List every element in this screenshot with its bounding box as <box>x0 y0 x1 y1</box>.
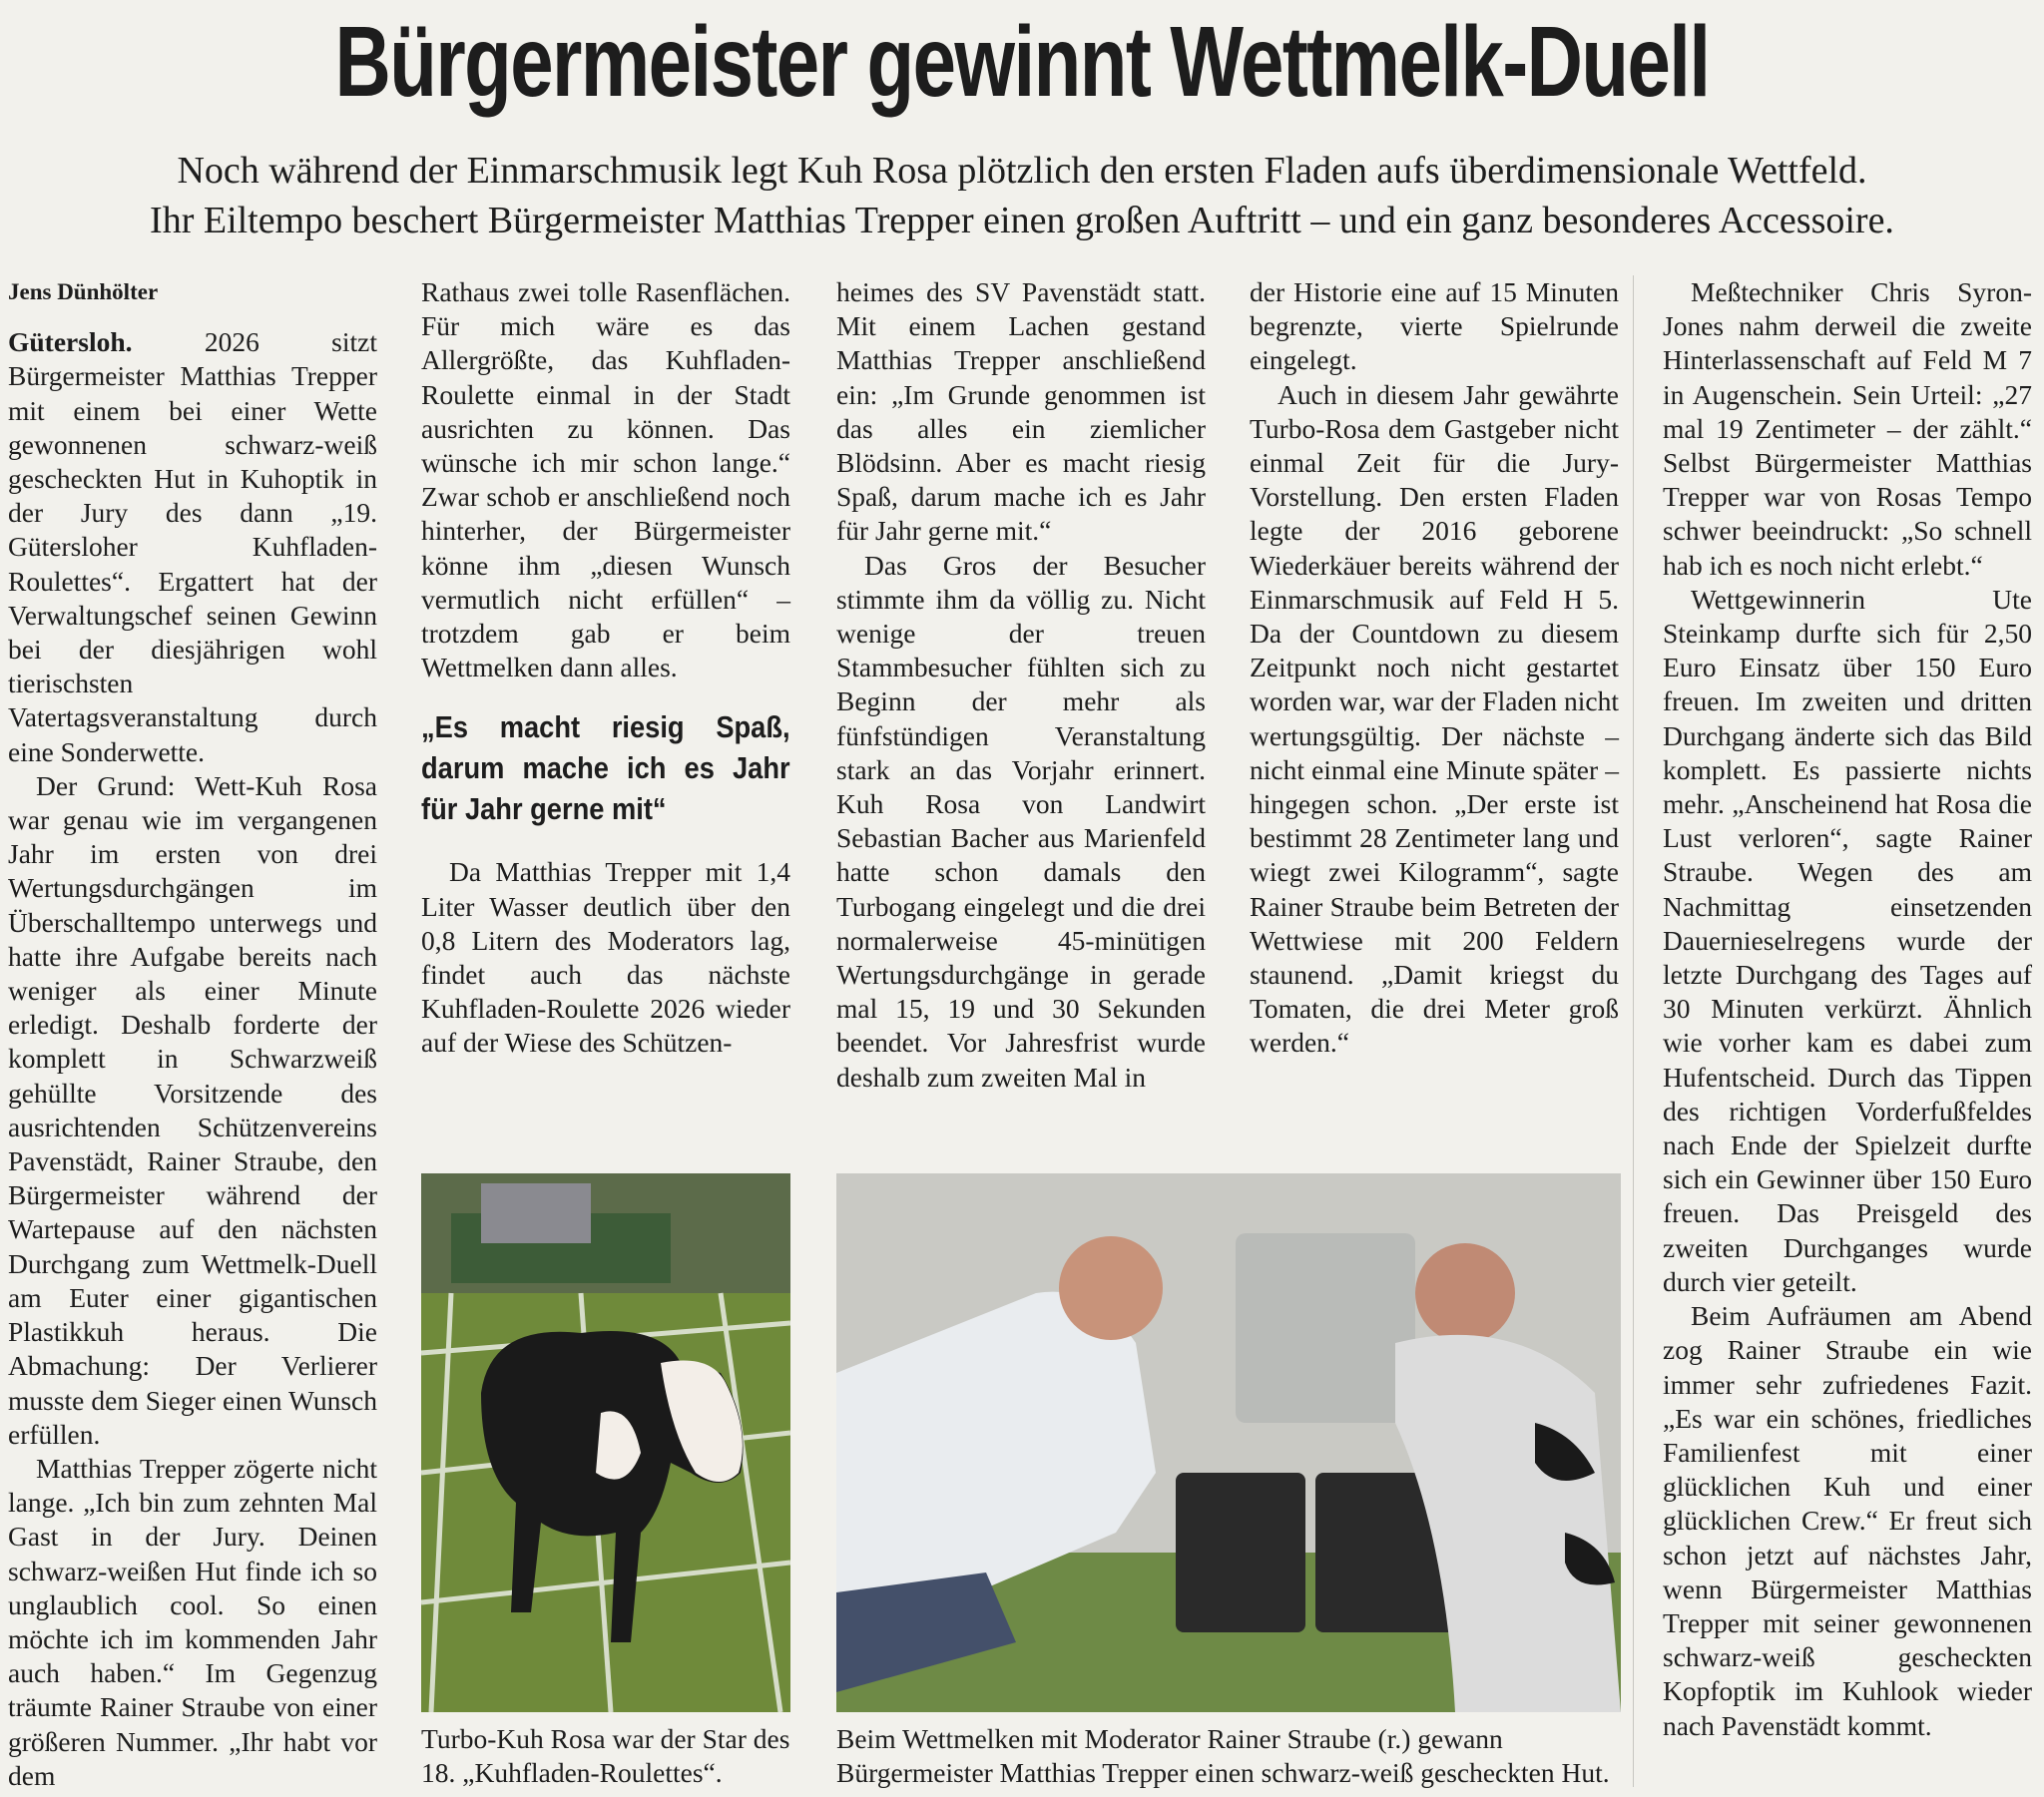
milking-photo <box>836 1173 1621 1712</box>
column-rule <box>1633 275 1634 1787</box>
paragraph: Auch in diesem Jahr gewährte Turbo-Rosa dem Gastgeber nicht einmal Zeit für die Jury-Vorstellung. Den ersten Fladen legte der 2016 geborene Wiederkäuer bereits während der Einmarschmusik auf Feld H 5. Da der Countdown zu diesem Zeitpunkt noch nicht gestartet worden war, war der Fladen nicht wertungsgültig. Der nächste – nicht einmal eine Minute später – hingegen schon. „Der erste ist bestimmt 28 Zentimeter lang und wiegt zwei Kilogramm“, sagte Rainer Straube beim Betreten der Wettwiese mit 200 Feldern staunend. „Damit kriegst du Tomaten, die drei Meter groß werden.“ <box>1250 378 1620 1059</box>
paragraph: Der Grund: Wett-Kuh Rosa war genau wie im vergangenen Jahr im ersten von drei Wertungsdurchgängen im Überschalltempo unterwegs und hatte ihre Aufgabe bereits nach weniger als einer Minute erledigt. Deshalb forderte der komplett in Schwarzweiß gehüllte Vorsitzende des ausrichtenden Schützenvereins Pavenstädt, Rainer Straube, den Bürgermeister während der Wartepause auf den nächsten Durchgang zum Wettmelk-Duell am Euter einer gigantischen Plastikkuh heraus. Die Abmachung: Der Verlierer musste dem Sieger einen Wunsch erfüllen. <box>8 769 377 1450</box>
subheadline <box>20 146 2024 245</box>
paragraph: Wettgewinnerin Ute Steinkamp durfte sich für 2,50 Euro Einsatz über 150 Euro freuen. Im zweiten und dritten Durchgang änderte sich das Bild komplett. Es passierte nichts mehr. „Anscheinend hat Rosa die Lust verloren“, sagte Rainer Straube. Wegen des am Nachmittag einsetzenden Dauernieselregens wurde der letzte Durchgang des Tages auf 30 Minuten verkürzt. Ähnlich wie vorher kam es dabei zum Hufentscheid. Durch das Tippen des richtigen Vorderfußfeldes nach Ende der Spielzeit durfte sich ein Gewinner über 150 Euro freuen. Das Preisgeld des zweiten Durchganges wurde durch vier geteilt. <box>1663 583 2032 1297</box>
paragraph: heimes des SV Pavenstädt statt. Mit einem Lachen gestand Matthias Trepper anschließend ein: „Im Grunde genommen ist das alles ein ziemlicher Blödsinn. Aber es macht riesig Spaß, darum mache ich es Jahr für Jahr gerne mit.“ <box>836 276 1206 547</box>
paragraph: Da Matthias Trepper mit 1,4 Liter Wasser deutlich über den 0,8 Litern des Moderators lag, findet auch das nächste Kuhfladen-Roulette 2026 wieder auf der Wiese des Schützen- <box>421 856 790 1059</box>
text-column-4 <box>1250 275 1619 1061</box>
paragraph: Rathaus zwei tolle Rasenflächen. Für mich wäre es das Allergrößte, das Kuhfladen-Roulette einmal in der Stadt ausrichten zu können. Das wünsche ich mir schon lange.“ Zwar schob er anschließend noch hinterher, der Bürgermeister könne ihm „diesen Wunsch vermutlich nicht erfüllen“ – trotzdem gab er beim Wettmelken dann alles. <box>421 276 790 683</box>
text-column-1 <box>8 275 377 1792</box>
subhead-line-2: Ihr Eiltempo beschert Bürgermeister Matthias Trepper einen großen Auftritt – und ein ganz besonderes Accessoire. <box>150 200 1894 241</box>
text-column-2 <box>421 275 790 1061</box>
paragraph: Matthias Trepper zögerte nicht lange. „Ich bin zum zehnten Mal Gast in der Jury. Deinen schwarz-weißen Hut finde ich so unglaublich cool. So einen möchte ich im kommenden Jahr auch haben.“ Im Gegenzug träumte Rainer Straube von einer größeren Nummer. „Ihr habt vor dem <box>8 1452 377 1791</box>
paragraph <box>8 325 377 769</box>
dateline: Gütersloh. <box>8 326 133 358</box>
paragraph-text: 2026 sitzt Bürgermeister Matthias Trepper mit einem bei einer Wette gewonnenen schwarz-weiß gescheckten Hut in Kuhoptik in der Jury des dann „19. Gütersloher Kuhfladen-Roulettes“. Ergattert hat der Verwaltungschef seinen Gewinn bei der diesjährigen wohl tierischsten Vatertagsveranstaltung durch eine Sonderwette. <box>8 326 377 767</box>
milking-photo-caption: Beim Wettmelken mit Moderator Rainer Straube (r.) gewann Bürgermeister Matthias Trepper einen schwarz-weiß gescheckten Hut. <box>836 1723 1610 1788</box>
cow-photo-caption: Turbo-Kuh Rosa war der Star des 18. „Kuhfladen-Roulettes“. <box>421 1723 790 1788</box>
headline: Bürgermeister gewinnt Wettmelk-Duell <box>334 6 1710 118</box>
paragraph: Meßtechniker Chris Syron-Jones nahm derweil die zweite Hinterlassenschaft auf Feld M 7 in Augenschein. Sein Urteil: „27 mal 19 Zentimeter – der zählt.“ Selbst Bürgermeister Matthias Trepper war von Rosas Tempo schwer beeindruckt: „So schnell hab ich es noch nicht erlebt.“ <box>1663 276 2032 581</box>
text-column-3 <box>836 275 1206 1095</box>
text-column-5 <box>1663 275 2032 1743</box>
subhead-line-1: Noch während der Einmarschmusik legt Kuh Rosa plötzlich den ersten Fladen aufs überdimensionale Wettfeld. <box>177 150 1867 192</box>
author-byline: Jens Dünhölter <box>8 279 159 304</box>
cow-photo <box>421 1173 790 1712</box>
paragraph: der Historie eine auf 15 Minuten begrenzte, vierte Spielrunde eingelegt. <box>1250 276 1619 376</box>
paragraph: Das Gros der Besucher stimmte ihm da völlig zu. Nicht wenige der treuen Stammbesucher fühlten sich zu Beginn der mehr als fünfstündigen Veranstaltung stark an das Vorjahr erinnert. Kuh Rosa von Landwirt Sebastian Bacher aus Marienfeld hatte schon damals den Turbogang eingelegt und die drei normalerweise 45-minütigen Wertungsdurchgänge in gerade mal 15, 19 und 30 Sekunden beendet. Vor Jahresfrist wurde deshalb zum zweiten Mal in <box>836 549 1206 1093</box>
pull-quote: „Es macht riesig Spaß, darum mache ich es Jahr für Jahr gerne mit“ <box>421 709 790 827</box>
paragraph: Beim Aufräumen am Abend zog Rainer Straube ein wie immer sehr zufriedenes Fazit. „Es war ein schönes, friedliches Familienfest mit einer glücklichen Kuh und einer glücklichen Crew.“ Er freut sich schon jetzt auf nächstes Jahr, wenn Bürgermeister Matthias Trepper mit seiner gewonnenen schwarz-weiß gescheckten Kopfoptik im Kuhlook wieder nach Pavenstädt kommt. <box>1663 1300 2032 1741</box>
